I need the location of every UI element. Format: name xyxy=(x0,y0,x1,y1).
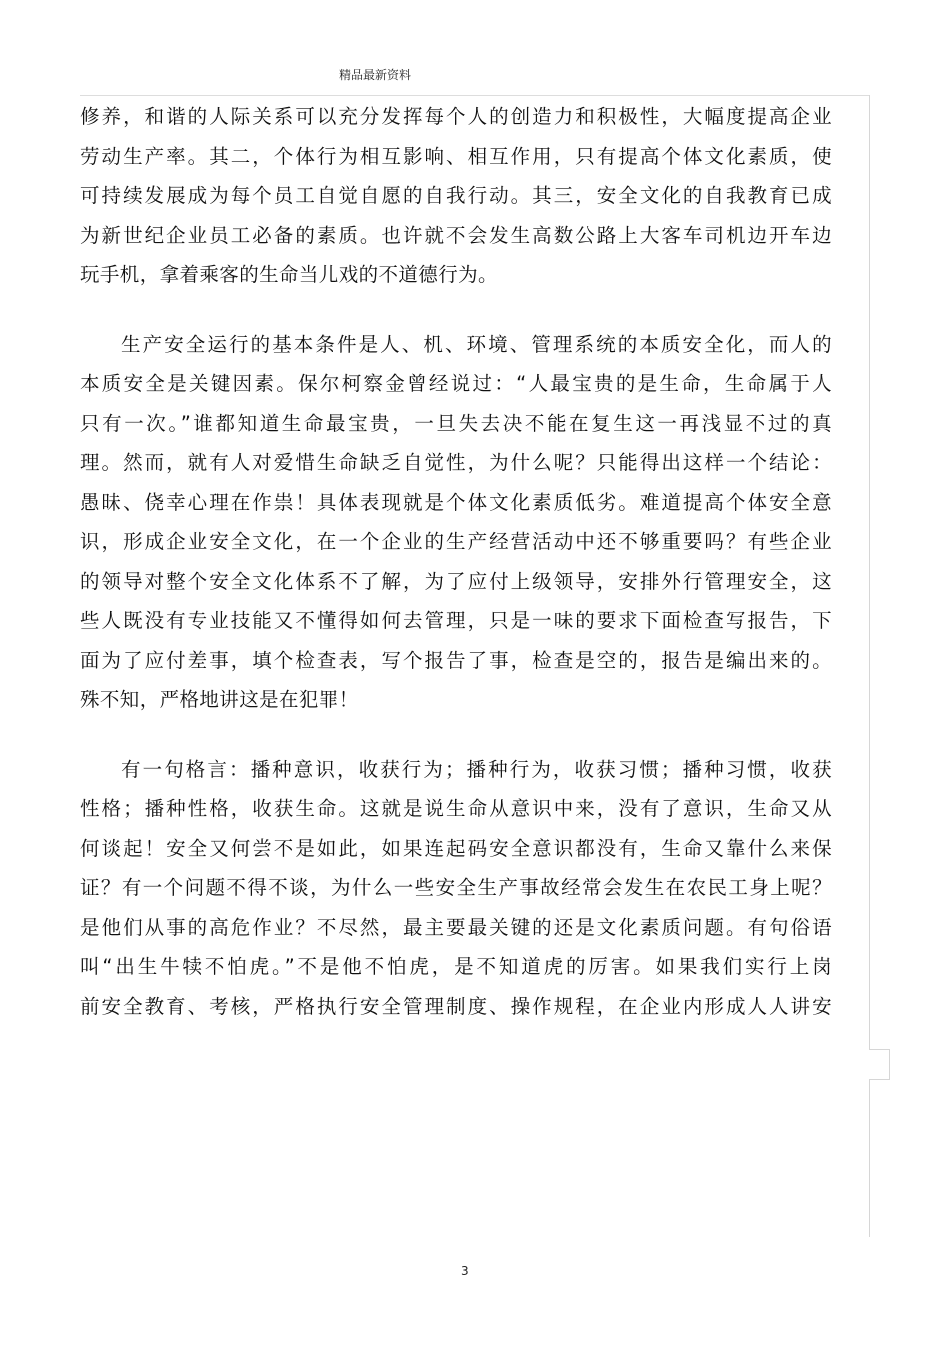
paragraph-2-line-10: 殊不知，严格地讲这是在犯罪！ xyxy=(80,688,359,711)
margin-notch xyxy=(869,1049,890,1080)
paragraph-1-line-1: 修养，和谐的人际关系可以充分发挥每个人的创造力和积极性，大幅度提高企业 xyxy=(80,105,832,128)
paragraph-1-line-4: 为新世纪企业员工必备的素质。也许就不会发生高数公路上大客车司机边开车边 xyxy=(80,223,832,247)
paragraph-2-line-5: 愚昧、侥幸心理在作祟！具体表现就是个体文化素质低劣。难道提高个体安全意 xyxy=(80,490,832,514)
paragraph-3-line-6: 叫“出生牛犊不怕虎。”不是他不怕虎，是不知道虎的厉害。如果我们实行上岗 xyxy=(80,955,832,978)
paragraph-1-line-2: 劳动生产率。其二，个体行为相互影响、相互作用，只有提高个体文化素质，使 xyxy=(80,144,832,168)
body-text xyxy=(80,97,832,1026)
paragraph-3-line-2: 性格；播种性格，收获生命。这就是说生命从意识中来，没有了意识，生命又从 xyxy=(80,797,832,820)
paragraph-2-line-7: 的领导对整个安全文化体系不了解，为了应付上级领导，安排外行管理安全，这 xyxy=(80,569,832,593)
paragraph-2-line-3: 只有一次。”谁都知道生命最宝贵，一旦失去决不能在复生这一再浅显不过的真 xyxy=(80,411,832,435)
paragraph-3-line-5: 是他们从事的高危作业？不尽然，最主要最关键的还是文化素质问题。有句俗语 xyxy=(80,915,832,939)
paragraph-gap xyxy=(80,720,832,750)
paragraph-1-line-3: 可持续发展成为每个员工自觉自愿的自我行动。其三，安全文化的自我教育已成 xyxy=(80,184,832,207)
paragraph-2-line-1: 生产安全运行的基本条件是人、机、环境、管理系统的本质安全化，而人的 xyxy=(121,332,832,356)
paragraph-2-line-6: 识，形成企业安全文化，在一个企业的生产经营活动中还不够重要吗？有些企业 xyxy=(80,530,832,553)
right-margin-rule-lower xyxy=(869,1079,870,1237)
paragraph-3-line-7: 前安全教育、考核，严格执行安全管理制度、操作规程，在企业内形成人人讲安 xyxy=(80,994,832,1018)
paragraph-2-line-4: 理。然而，就有人对爱惜生命缺乏自觉性，为什么呢？只能得出这样一个结论： xyxy=(80,451,832,474)
paragraph-2-line-9: 面为了应付差事，填个检查表，写个报告了事，检查是空的，报告是编出来的。 xyxy=(80,648,832,672)
page-number: 3 xyxy=(461,1264,469,1278)
right-margin-rule xyxy=(869,95,870,1049)
paragraph-3-line-4: 证？有一个问题不得不谈，为什么一些安全生产事故经常会发生在农民工身上呢？ xyxy=(80,876,832,899)
paragraph-2-line-2: 本质安全是关键因素。保尔柯察金曾经说过：“人最宝贵的是生命，生命属于人 xyxy=(80,372,832,395)
paragraph-1-line-5: 玩手机，拿着乘客的生命当儿戏的不道德行为。 xyxy=(80,263,498,286)
paragraph-2-line-8: 些人既没有专业技能又不懂得如何去管理，只是一味的要求下面检查写报告，下 xyxy=(80,609,832,632)
paragraph-3-line-3: 何谈起！安全又何尝不是如此，如果连起码安全意识都没有，生命又靠什么来保 xyxy=(80,836,832,860)
page-header-title: 精品最新资料 xyxy=(339,68,412,82)
header-divider xyxy=(80,95,870,96)
paragraph-gap xyxy=(80,295,832,325)
paragraph-3-line-1: 有一句格言：播种意识，收获行为；播种行为，收获习惯；播种习惯，收获 xyxy=(121,757,832,781)
